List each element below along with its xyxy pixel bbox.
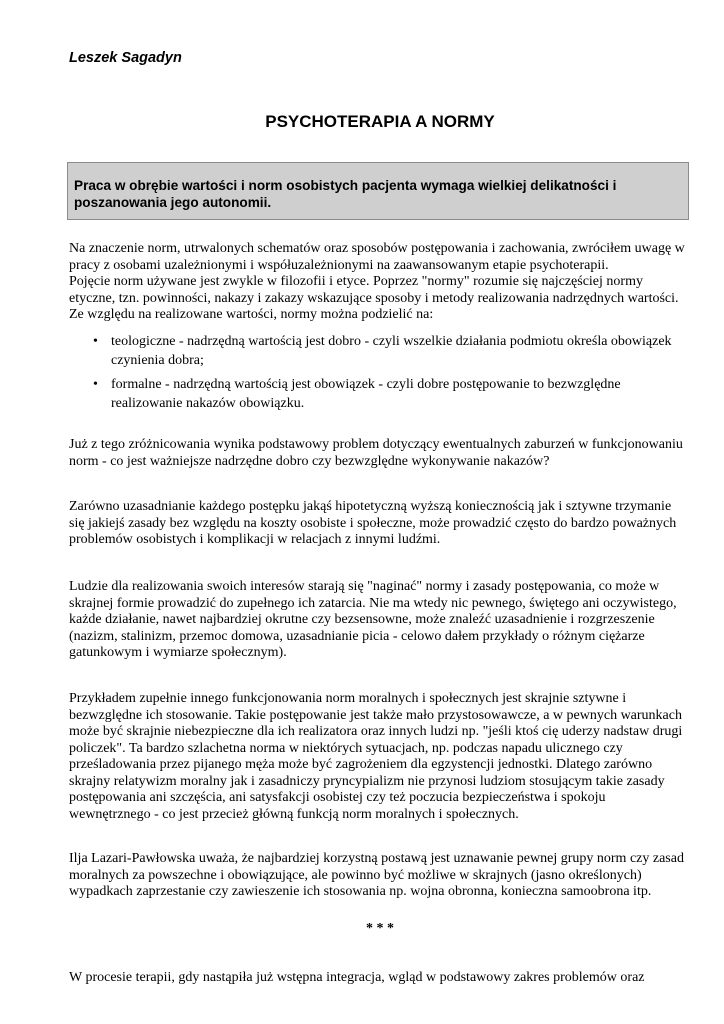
list-item [69,332,689,370]
bullet-marker: • [93,377,98,392]
list-item-text: formalne - nadrzędną wartością jest obowiązek - czyli dobre postępowanie to bezwzględne realizowanie nakazów obowiązku. [111,377,621,411]
lead-text: Praca w obrębie wartości i norm osobistych pacjenta wymaga wielkiej delikatności i poszanowania jego autonomii. [74,178,617,210]
paragraph: Pojęcie norm używane jest zwykle w filozofii i etyce. Poprzez "normy" rozumie się najczęściej normy etyczne, tzn. powinności, nakazy i zakazy wskazujące sposoby i metody realizowania nadrzędnych wartości. Ze względu na realizowane wartości, normy można podzielić na: [69,274,679,322]
paragraph: Ilja Lazari-Pawłowska uważa, że najbardziej korzystną postawą jest uznawanie pewnej grupy norm czy zasad moralnych za powszechne i obowiązujące, ale powinno być możliwe w skrajnych (jasno określonych) wypadkach zaprzestanie czy zawieszenie ich stosowania np. wojna obronna, konieczna samoobrona itp. [69,851,684,899]
list-item [69,375,689,413]
author-name: Leszek Sagadyn [69,50,182,66]
document-title: PSYCHOTERAPIA A NORMY [265,112,495,131]
paragraph: Ludzie dla realizowania swoich interesów starają się "naginać" normy i zasady postępowania, co może w skrajnej formie prowadzić do zupełnego ich zatarcia. Nie ma wtedy nic pewnego, świętego ani oczywistego, każde działanie, nawet najbardziej okrutne czy bezsensowne, może znaleźć uzasadnienie i rozgrzeszenie (nazizm, stalinizm, przemoc domowa, uzasadnianie picia - celowo dałem przykłady o różnym ciężarze gatunkowym i wymiarze społecznym). [69,579,677,660]
paragraph: Zarówno uzasadnianie każdego postępku jakąś hipotetyczną wyższą koniecznością jak i sztywne trzymanie się jakiejś zasady bez względu na koszty osobiste i społeczne, może prowadzić często do bardzo poważnych problemów osobistych i komplikacji w relacjach z innymi ludźmi. [69,499,677,547]
paragraph: Na znaczenie norm, utrwalonych schematów oraz sposobów postępowania i zachowania, zwróciłem uwagę w pracy z osobami uzależnionymi i współuzależnionymi na zaawansowanym etapie psychoterapii. [69,241,685,273]
paragraph: W procesie terapii, gdy nastąpiła już wstępna integracja, wgląd w podstawowy zakres problemów oraz [69,970,645,985]
bullet-marker: • [93,334,98,349]
norm-types-list [69,332,689,418]
list-item-text: teologiczne - nadrzędną wartością jest dobro - czyli wszelkie działania podmiotu określa obowiązek czynienia dobra; [111,334,672,368]
lead-box [67,162,689,220]
section-separator: * * * [366,921,394,936]
paragraph: Już z tego zróżnicowania wynika podstawowy problem dotyczący ewentualnych zaburzeń w funkcjonowaniu norm - co jest ważniejsze nadrzędne dobro czy bezwzględne wykonywanie nakazów? [69,437,683,469]
paragraph: Przykładem zupełnie innego funkcjonowania norm moralnych i społecznych jest skrajnie sztywne i bezwzględne ich stosowanie. Takie postępowanie jest także mało przystosowawcze, a w pewnych warunkach może być skrajnie niebezpieczne dla ich realizatora oraz innych ludzi np. "jeśli ktoś cię uderzy nadstaw drugi policzek". Ta bardzo szlachetna norma w niektórych sytuacjach, np. podczas napadu ulicznego czy prześladowania przez pijanego męża może być zagrożeniem dla egzystencji jednostki. Dlatego zarówno skrajny relatywizm moralny jak i zasadniczy pryncypializm nie przynosi ludziom stosującym takie zasady postępowania ani szczęścia, ani satysfakcji osobistej czy też poczucia bezpieczeństwa i spokoju wewnętrznego - co jest przecież główną funkcją norm moralnych i społecznych. [69,691,683,822]
